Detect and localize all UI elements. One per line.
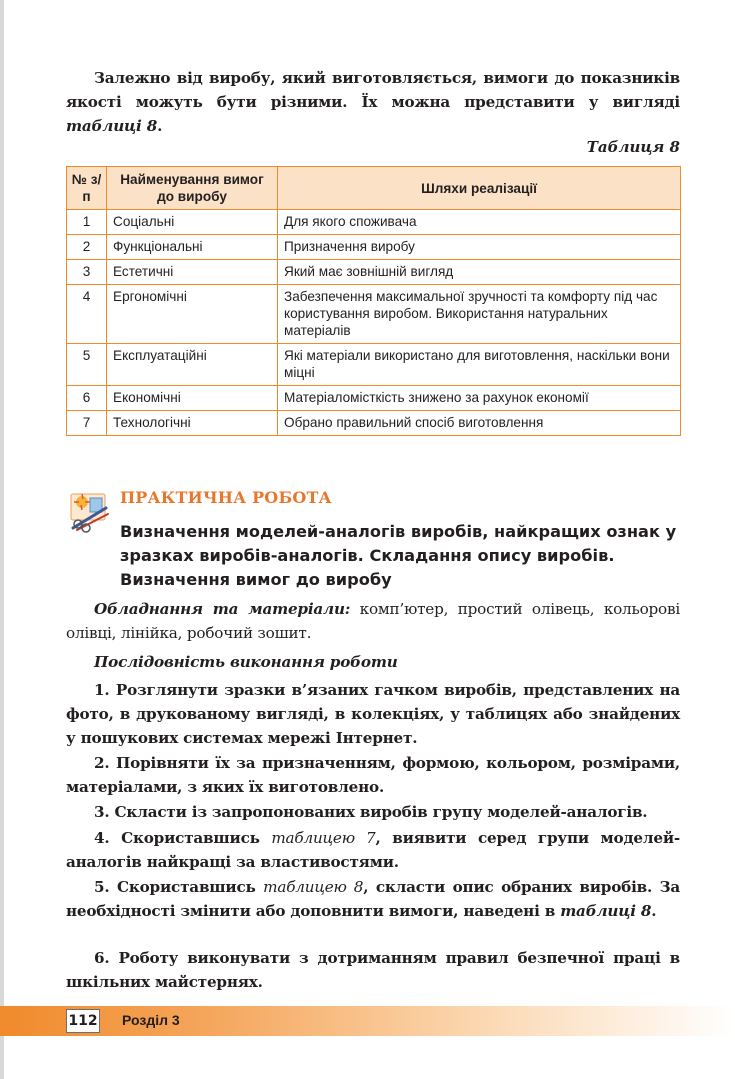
- row-ways: Призначення виробу: [278, 235, 681, 260]
- step-4-text-b: , виявити серед групи моделей-аналогів найкращі за властивостями.: [66, 829, 680, 871]
- step-5-text-b: , скласти опис обраних виробів. За необхідності змінити або доповнити вимоги, наведені в: [66, 878, 680, 920]
- intro-table-ref: таблиці 8: [66, 117, 158, 135]
- table-header-row: [67, 167, 681, 210]
- row-ways: Для якого споживача: [278, 210, 681, 235]
- row-ways: Обрано правильний спосіб виготовлення: [278, 411, 681, 436]
- sequence-label-text: Послідовність виконання роботи: [94, 653, 398, 671]
- row-name: Економічні: [107, 386, 278, 411]
- table-row: [67, 235, 681, 260]
- row-name: Функціональні: [107, 235, 278, 260]
- requirements-table: [66, 166, 681, 436]
- sequence-label: [66, 650, 680, 674]
- header-num: № з/п: [67, 167, 107, 210]
- row-name: Експлуатаційні: [107, 344, 278, 386]
- row-name: Соціальні: [107, 210, 278, 235]
- step-5-table-ref: таблицею 8: [263, 878, 364, 896]
- table-row: [67, 386, 681, 411]
- intro-text: Залежно від виробу, який виготовляється, вимоги до показників якості можуть бути різними. Їх можна представити у вигляді: [66, 69, 680, 111]
- step-5-text-a: 5. Скориставшись: [94, 878, 264, 896]
- table-row: [67, 210, 681, 235]
- row-num: 3: [67, 260, 107, 285]
- section-label: Розділ 3: [122, 1012, 180, 1028]
- equipment-paragraph: [66, 597, 680, 645]
- row-name: Ергономічні: [107, 285, 278, 344]
- footer-band: [0, 1006, 735, 1036]
- table-caption: Таблиця 8: [586, 138, 680, 156]
- step-5: [66, 875, 680, 923]
- row-num: 7: [67, 411, 107, 436]
- row-num: 4: [67, 285, 107, 344]
- step-4: [66, 826, 680, 874]
- table-row: [67, 285, 681, 344]
- practical-work-icon: [68, 488, 114, 534]
- step-6: 6. Роботу виконувати з дотриманням правил безпечної праці в шкільних майстернях.: [66, 949, 680, 991]
- step-1: 1. Розглянути зразки в’язаних гачком виробів, представлених на фото, в друкованому вигляді, в колекціях, у таблицях або знайдених у пошукових системах мережі Інтернет.: [66, 681, 680, 747]
- row-ways: Які матеріали використано для виготовлення, наскільки вони міцні: [278, 344, 681, 386]
- equipment-label: Обладнання та матеріали:: [94, 600, 351, 618]
- step-3: 3. Скласти із запропонованих виробів групу моделей-аналогів.: [94, 803, 648, 821]
- row-num: 6: [67, 386, 107, 411]
- page-edge-rule: [0, 0, 4, 1079]
- practical-work-title: ПРАКТИЧНА РОБОТА: [120, 488, 332, 507]
- row-ways: Який має зовнішній вигляд: [278, 260, 681, 285]
- step-4-table-ref: таблицею 7: [271, 829, 376, 847]
- step-5-table-ref-2: таблиці 8: [560, 902, 652, 920]
- intro-end: .: [157, 117, 163, 135]
- row-name: Естетичні: [107, 260, 278, 285]
- table-row: [67, 411, 681, 436]
- practical-work-heading: Визначення моделей-аналогів виробів, найкращих ознак у зразках виробів-аналогів. Складання опису виробів. Визначення вимог до виробу: [120, 522, 677, 589]
- row-ways: Забезпечення максимальної зручності та комфорту під час користування виробом. Використання натуральних матеріалів: [278, 285, 681, 344]
- row-num: 2: [67, 235, 107, 260]
- row-name: Технологічні: [107, 411, 278, 436]
- page-number: 112: [66, 1009, 100, 1033]
- table-row: [67, 260, 681, 285]
- step-5-text-c: .: [651, 902, 657, 920]
- intro-paragraph: [66, 66, 680, 138]
- table-row: [67, 344, 681, 386]
- step-2: 2. Порівняти їх за призначенням, формою, кольором, розмірами, матеріалами, з яких їх виготовлено.: [66, 754, 680, 796]
- row-num: 5: [67, 344, 107, 386]
- header-ways: Шляхи реалізації: [278, 167, 681, 210]
- equipment-text: комп’ютер, простий олівець, кольорові олівці, лінійка, робочий зошит.: [66, 600, 680, 642]
- step-4-text-a: 4. Скориставшись: [94, 829, 272, 847]
- row-num: 1: [67, 210, 107, 235]
- header-name: Найменування вимог до виробу: [107, 167, 278, 210]
- row-ways: Матеріаломісткість знижено за рахунок економії: [278, 386, 681, 411]
